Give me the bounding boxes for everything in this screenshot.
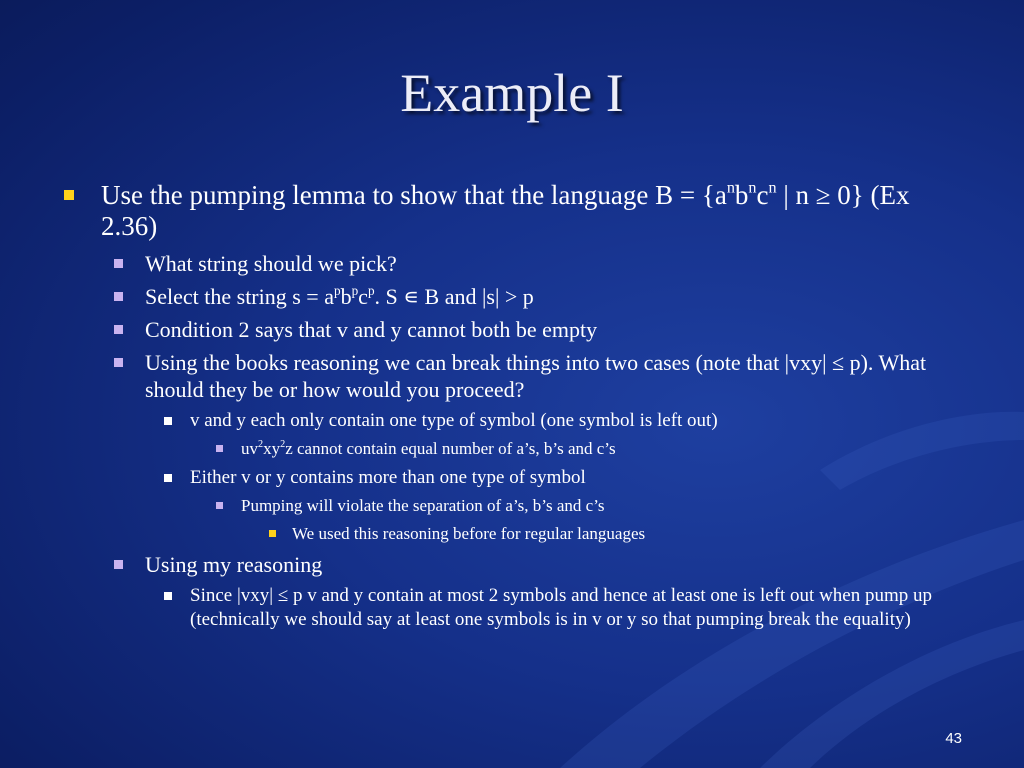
text: . S ∊ B and |s| > p	[374, 284, 534, 309]
list-item-my-reasoning-detail	[0, 584, 960, 632]
square-bullet-icon	[114, 259, 123, 268]
square-bullet-icon	[114, 358, 123, 367]
square-bullet-icon	[269, 530, 276, 537]
square-bullet-icon	[216, 445, 223, 452]
text: b	[340, 284, 352, 309]
superscript: p	[333, 282, 341, 298]
square-bullet-icon	[164, 474, 172, 482]
text: What string should we pick?	[145, 251, 397, 276]
superscript: p	[367, 282, 375, 298]
text: z cannot contain equal number of a’s, b’s and c’s	[285, 439, 616, 458]
text: uv	[241, 439, 258, 458]
list-item-case-two	[0, 466, 960, 490]
text: Using my reasoning	[145, 552, 323, 577]
square-bullet-icon	[64, 190, 74, 200]
text: Condition 2 says that v and y cannot both be empty	[145, 317, 598, 342]
text: Select the string s = a	[145, 284, 334, 309]
superscript: n	[726, 178, 735, 197]
text: | n ≥ 0} (Ex 2.36)	[101, 180, 910, 241]
list-item-my-reasoning	[0, 551, 945, 578]
text: xy	[263, 439, 281, 458]
text: v and y each only contain one type of symbol (one symbol is left out)	[190, 410, 718, 431]
square-bullet-icon	[164, 592, 172, 600]
text: Either v or y contains more than one type of symbol	[190, 467, 586, 488]
superscript: p	[351, 282, 359, 298]
bullet-list	[0, 180, 1024, 637]
list-item-language-b	[0, 180, 941, 242]
text: Since |vxy| ≤ p v and y contain at most 2 symbols and hence at least one is left out when pump up (technically we should say at least one symbols is in v or y so that pumping break the equality)	[190, 585, 933, 630]
superscript: n	[768, 178, 777, 197]
slide-title: Example I	[400, 63, 624, 123]
superscript: 2	[258, 438, 264, 450]
square-bullet-icon	[164, 417, 172, 425]
square-bullet-icon	[216, 502, 223, 509]
square-bullet-icon	[114, 292, 123, 301]
square-bullet-icon	[114, 560, 123, 569]
superscript: 2	[280, 438, 286, 450]
text: Using the books reasoning we can break things into two cases (note that |vxy| ≤ p). What should they be or how would you proceed?	[145, 350, 927, 402]
list-item-string-question	[0, 250, 945, 277]
text: We used this reasoning before for regular languages	[292, 524, 646, 543]
page-number: 43	[945, 730, 962, 747]
text: Pumping will violate the separation of a’s, b’s and c’s	[241, 496, 605, 515]
text: Use the pumping lemma to show that the language B = {a	[101, 180, 727, 210]
list-item-regular-languages-note	[0, 523, 912, 544]
list-item-condition-2	[0, 316, 945, 343]
text: b	[734, 180, 749, 210]
list-item-select-string	[0, 283, 945, 310]
square-bullet-icon	[114, 325, 123, 334]
text: c	[756, 180, 769, 210]
text: c	[358, 284, 368, 309]
superscript: n	[748, 178, 757, 197]
list-item-case-one	[0, 409, 960, 433]
list-item-books-reasoning	[0, 349, 945, 403]
list-item-case-two-detail	[0, 495, 921, 516]
list-item-case-one-detail	[0, 438, 921, 459]
